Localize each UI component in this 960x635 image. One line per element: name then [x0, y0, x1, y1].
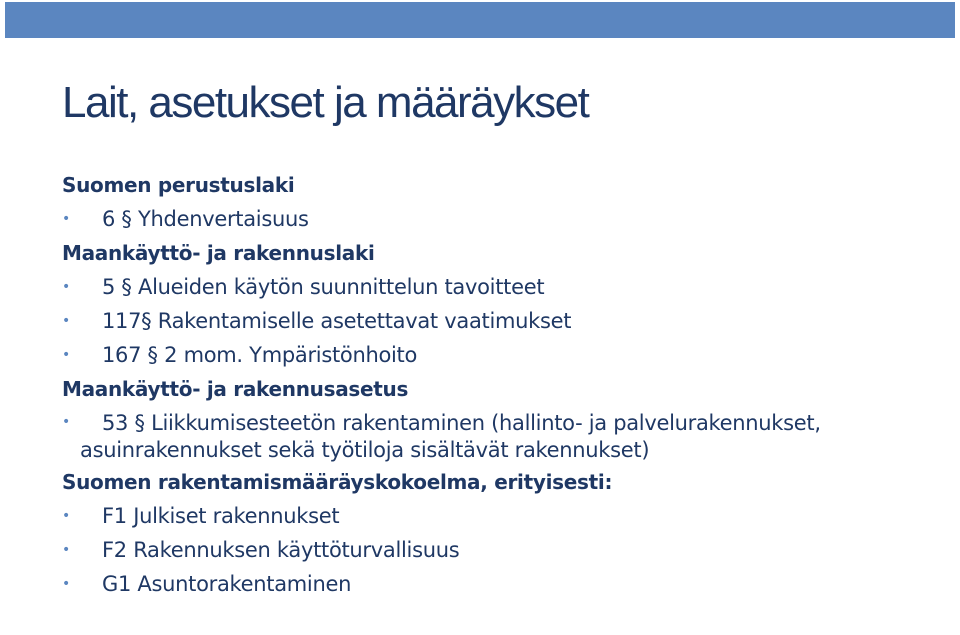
list-item-text: F2 Rakennuksen käyttöturvallisuus	[102, 538, 460, 562]
list-item-text: 6 § Yhdenvertaisuus	[102, 207, 309, 231]
bullet-icon: •	[62, 542, 70, 558]
bullet-icon: •	[62, 279, 70, 295]
slide-title: Lait, asetukset ja määräykset	[62, 78, 589, 127]
list-item-text: 117§ Rakentamiselle asetettavat vaatimukset	[102, 309, 572, 333]
section-heading: Suomen rakentamismääräyskokoelma, erityisesti:	[62, 470, 613, 494]
list-item-text: 53 § Liikkumisesteetön rakentaminen (hallinto- ja palvelurakennukset, asuinrakennukset sekä työtiloja sisältävät rakennukset)	[80, 411, 821, 462]
slide-content	[62, 168, 942, 601]
list-item	[62, 338, 942, 372]
bullet-icon: •	[62, 313, 70, 329]
section-heading: Maankäyttö- ja rakennuslaki	[62, 241, 375, 265]
header-accent-bar	[5, 2, 955, 38]
list-item	[62, 202, 942, 236]
list-item-text: G1 Asuntorakentaminen	[102, 572, 352, 596]
list-item	[62, 499, 942, 533]
list-item	[62, 270, 942, 304]
list-item-text: 5 § Alueiden käytön suunnittelun tavoitteet	[102, 275, 545, 299]
bullet-icon: •	[62, 211, 70, 227]
section-heading: Suomen perustuslaki	[62, 173, 295, 197]
section-heading: Maankäyttö- ja rakennusasetus	[62, 377, 409, 401]
list-item	[62, 406, 942, 465]
bullet-icon: •	[62, 576, 70, 592]
list-item-text: 167 § 2 mom. Ympäristönhoito	[102, 343, 418, 367]
bullet-icon: •	[62, 414, 70, 430]
list-item	[62, 533, 942, 567]
bullet-icon: •	[62, 347, 70, 363]
list-item	[62, 567, 942, 601]
list-item	[62, 304, 942, 338]
list-item-text: F1 Julkiset rakennukset	[102, 504, 340, 528]
bullet-icon: •	[62, 508, 70, 524]
